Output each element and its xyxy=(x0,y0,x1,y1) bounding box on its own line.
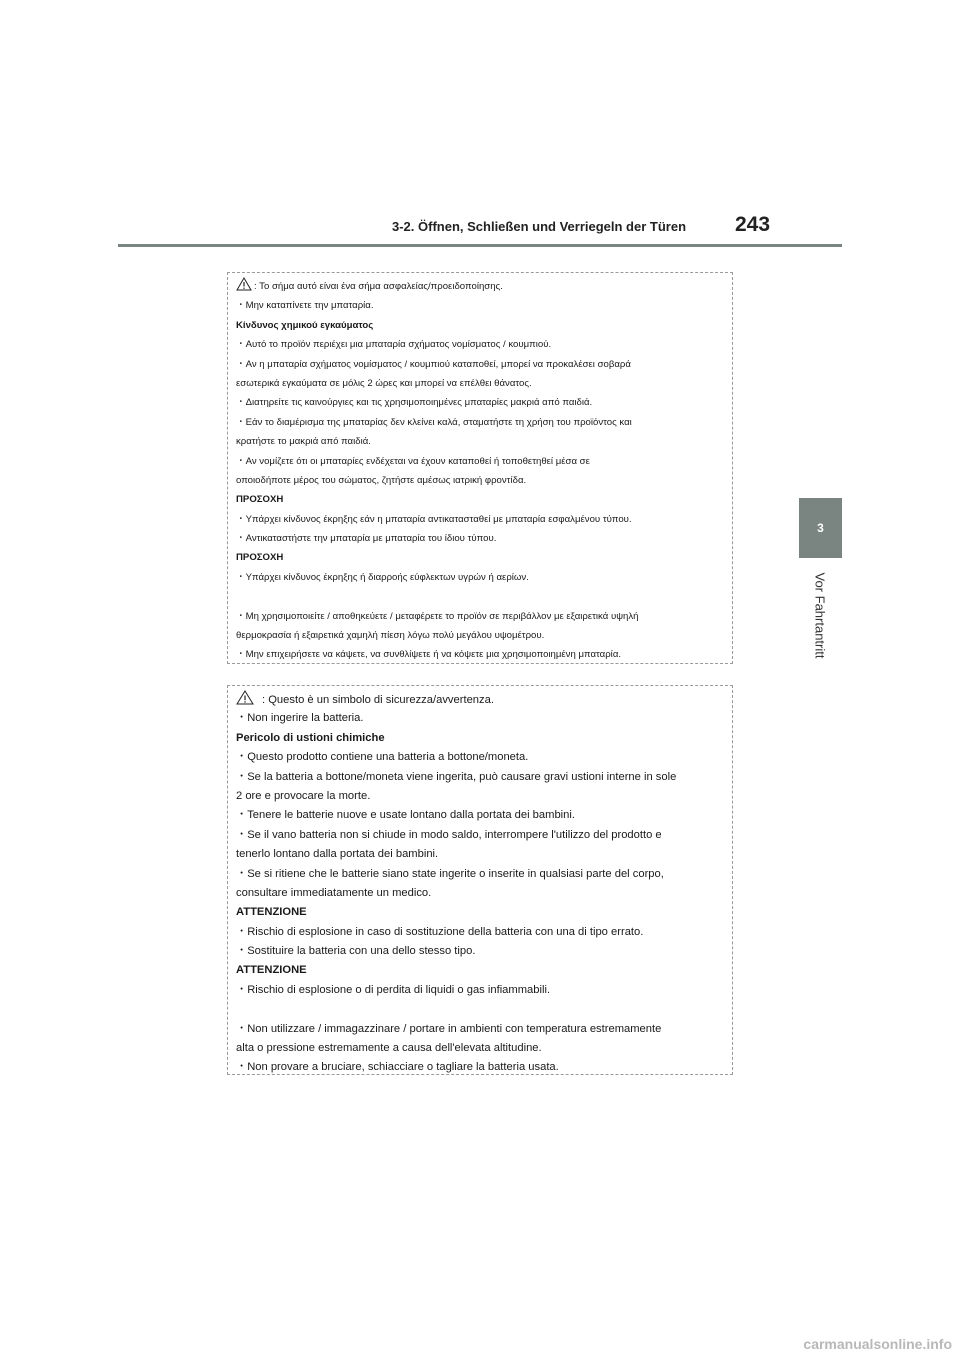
italian-line: tenerlo lontano dalla portata dei bambini. xyxy=(236,848,439,861)
italian-line: alta o pressione estremamente a causa dell'elevata altitudine. xyxy=(236,1042,542,1055)
header-section-title: 3-2. Öffnen, Schließen und Verriegeln der Türen xyxy=(392,219,687,234)
italian-heading: ATTENZIONE xyxy=(236,906,307,919)
greek-line: θερμοκρασία ή εξαιρετικά χαμηλή πίεση λόγω πολύ μεγάλου υψομέτρου. xyxy=(236,630,545,642)
warning-triangle-icon xyxy=(236,690,254,705)
greek-heading: ΠΡΟΣΟΧΗ xyxy=(236,494,284,506)
greek-line: οποιοδήποτε μέρος του σώματος, ζητήστε αμέσως ιατρική φροντίδα. xyxy=(236,474,527,486)
italian-line: ・ Se la batteria a bottone/moneta viene ingerita, può causare gravi ustioni interne in sole xyxy=(236,768,726,787)
italian-blank-line xyxy=(236,1000,726,1019)
greek-line: ・ Εάν το διαμέρισμα της μπαταρίας δεν κλείνει καλά, σταματήστε τη χρήση του προϊόντος και xyxy=(236,413,726,432)
warning-triangle-icon xyxy=(236,277,252,291)
greek-warning-box xyxy=(227,272,733,664)
greek-line: ・ Αν νομίζετε ότι οι μπαταρίες ενδέχεται να έχουν καταποθεί ή τοποθετηθεί μέσα σε xyxy=(236,452,726,471)
italian-line: ・ Non provare a bruciare, schiacciare o tagliare la batteria usata. xyxy=(236,1058,726,1075)
italian-line: ・ Tenere le batterie nuove e usate lontano dalla portata dei bambini. xyxy=(236,806,726,825)
chapter-label: Vor Fahrtantritt xyxy=(812,572,828,659)
italian-warning-box xyxy=(227,685,733,1075)
greek-heading: ΠΡΟΣΟΧΗ xyxy=(236,552,284,564)
italian-line: ・ Non utilizzare / immagazzinare / portare in ambienti con temperatura estremamente xyxy=(236,1020,726,1039)
italian-line: ・ Se il vano batteria non si chiude in modo saldo, interrompere l'utilizzo del prodotto e xyxy=(236,826,726,845)
greek-line: ・ Μην επιχειρήσετε να κάψετε, να συνθλίψετε ή να κόψετε μια χρησιμοποιημένη μπαταρία. xyxy=(236,645,726,664)
chapter-tab-number: 3 xyxy=(817,521,824,535)
greek-line: ・ Υπάρχει κίνδυνος έκρηξης ή διαρροής εύφλεκτων υγρών ή αερίων. xyxy=(236,568,726,587)
italian-line: 2 ore e provocare la morte. xyxy=(236,789,371,802)
greek-line: ・ Μην καταπίνετε την μπαταρία. xyxy=(236,296,726,315)
italian-heading: Pericolo di ustioni chimiche xyxy=(236,731,385,744)
greek-line: κρατήστε το μακριά από παιδιά. xyxy=(236,436,371,448)
greek-line: ・ Αν η μπαταρία σχήματος νομίσματος / κουμπιού καταποθεί, μπορεί να προκαλέσει σοβαρά xyxy=(236,355,726,374)
greek-line: ・ Αντικαταστήστε την μπαταρία με μπαταρία του ίδιου τύπου. xyxy=(236,529,726,548)
greek-line: ・ Υπάρχει κίνδυνος έκρηξης εάν η μπαταρία αντικατασταθεί με μπαταρία εσφαλμένου τύπου. xyxy=(236,510,726,529)
italian-line: ・ Non ingerire la batteria. xyxy=(236,709,726,728)
greek-blank-line xyxy=(236,587,726,606)
greek-symbol-text: : Το σήμα αυτό είναι ένα σήμα ασφαλείας/προειδοποίησης. xyxy=(254,281,503,292)
italian-symbol-line xyxy=(236,690,726,709)
greek-heading: Κίνδυνος χημικού εγκαύματος xyxy=(236,319,374,331)
italian-line: ・ Rischio di esplosione o di perdita di liquidi o gas infiammabili. xyxy=(236,981,726,1000)
italian-heading: ATTENZIONE xyxy=(236,964,307,977)
chapter-tab xyxy=(799,498,842,558)
italian-symbol-text: : Questo è un simbolo di sicurezza/avvertenza. xyxy=(262,694,494,706)
italian-line: consultare immediatamente un medico. xyxy=(236,886,432,899)
greek-line: εσωτερικά εγκαύματα σε μόλις 2 ώρες και μπορεί να επέλθει θάνατος. xyxy=(236,377,532,389)
italian-line: ・ Questo prodotto contiene una batteria a bottone/moneta. xyxy=(236,748,726,767)
italian-line: ・ Sostituire la batteria con una dello stesso tipo. xyxy=(236,942,726,961)
page-number: 243 xyxy=(735,213,771,236)
greek-line: ・ Μη χρησιμοποιείτε / αποθηκεύετε / μεταφέρετε το προϊόν σε περιβάλλον με εξαιρετικά υψηλή xyxy=(236,607,726,626)
greek-symbol-line xyxy=(236,277,726,296)
italian-line: ・ Rischio di esplosione in caso di sostituzione della batteria con una di tipo errato. xyxy=(236,923,726,942)
greek-line: ・ Αυτό το προϊόν περιέχει μια μπαταρία σχήματος νομίσματος / κουμπιού. xyxy=(236,335,726,354)
greek-line: ・ Διατηρείτε τις καινούργιες και τις χρησιμοποιημένες μπαταρίες μακριά από παιδιά. xyxy=(236,393,726,412)
header-rule xyxy=(118,244,842,247)
italian-line: ・ Se si ritiene che le batterie siano state ingerite o inserite in qualsiasi parte del corpo, xyxy=(236,865,726,884)
footer-watermark[interactable]: carmanualsonline.info xyxy=(803,1336,952,1352)
